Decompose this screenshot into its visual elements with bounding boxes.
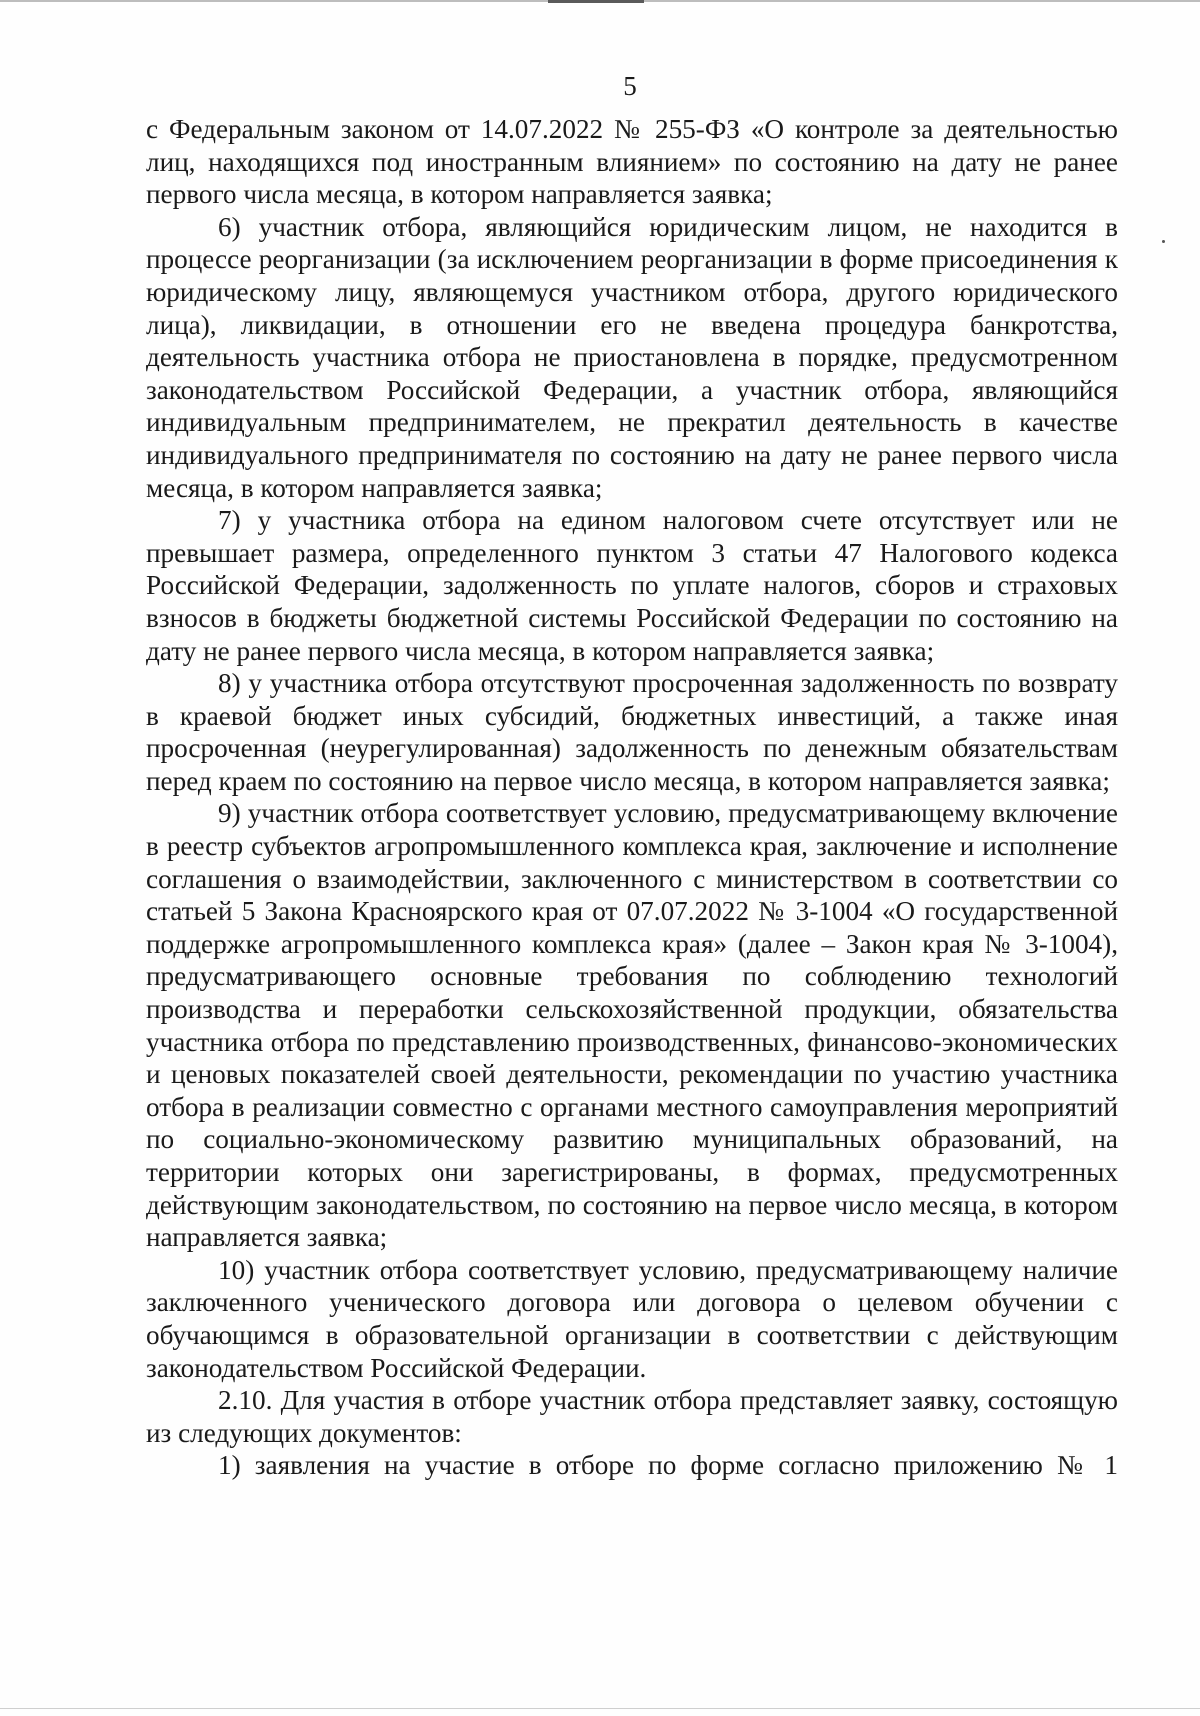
paragraph-continuation: с Федеральным законом от 14.07.2022 № 255-ФЗ «О контроле за деятельностью лиц, находящихся под иностранным влиянием» по состоянию на дату не ранее первого числа месяца, в котором направляется заявка;	[146, 114, 1118, 210]
document-body	[146, 113, 1118, 1482]
paragraph-item-10: 10) участник отбора соответствует условию, предусматривающему наличие заключенного ученического договора или договора о целевом обучении с обучающимся в образовательной организации в соответствии с действующим законодательством Российской Федерации.	[146, 1254, 1118, 1383]
page-number: 5	[623, 71, 637, 101]
paragraph-item-9: 9) участник отбора соответствует условию, предусматривающему включение в реестр субъектов агропромышленного комплекса края, заключение и исполнение соглашения о взаимодействии, заключенного с министерством в соответствии со статьей 5 Закона Красноярского края от 07.07.2022 № 3-1004 «О государственной поддержке агропромышленного комплекса края» (далее – Закон края № 3-1004), предусматривающего основные требования по соблюдению технологий производства и переработки сельскохозяйственной продукции, обязательства участника отбора по представлению производственных, финансово-экономических и ценовых показателей своей деятельности, рекомендации по участию участника отбора в реализации совместно с органами местного самоуправления мероприятий по социально-экономическому развитию муниципальных образований, на территории которых они зарегистрированы, в формах, предусмотренных действующим законодательством, по состоянию на первое число месяца, в котором направляется заявка;	[146, 798, 1118, 1253]
paragraph-item-8: 8) у участника отбора отсутствуют просроченная задолженность по возврату в краевой бюджет иных субсидий, бюджетных инвестиций, а также иная просроченная (неурегулированная) задолженность по денежным обязательствам перед краем по состоянию на первое число месяца, в котором направляется заявка;	[146, 668, 1118, 796]
scan-bottom-edge	[0, 1708, 1200, 1709]
paragraph-item-7: 7) у участника отбора на едином налоговом счете отсутствует или не превышает размера, определенного пунктом 3 статьи 47 Налогового кодекса Российской Федерации, задолженность по уплате налогов, сборов и страховых взносов в бюджеты бюджетной системы Российской Федерации по состоянию на дату не ранее первого числа месяца, в котором направляется заявка;	[146, 505, 1118, 666]
scan-top-mark	[548, 0, 644, 3]
scan-speck	[1162, 240, 1165, 243]
paragraph-subitem-1: 1) заявления на участие в отборе по форме согласно приложению № 1	[218, 1450, 1118, 1481]
paragraph-section-2-10: 2.10. Для участия в отборе участник отбора представляет заявку, состоящую из следующих документов:	[146, 1385, 1118, 1448]
paragraph-item-6: 6) участник отбора, являющийся юридическим лицом, не находится в процессе реорганизации (за исключением реорганизации в форме присоединения к юридическому лицу, являющемуся участником отбора, другого юридического лица), ликвидации, в отношении его не введена процедура банкротства, деятельность участника отбора не приостановлена в порядке, предусмотренном законодательством Российской Федерации, а участник отбора, являющийся индивидуальным предпринимателем, не прекратил деятельность в качестве индивидуального предпринимателя по состоянию на дату не ранее первого числа месяца, в котором направляется заявка;	[146, 211, 1118, 503]
